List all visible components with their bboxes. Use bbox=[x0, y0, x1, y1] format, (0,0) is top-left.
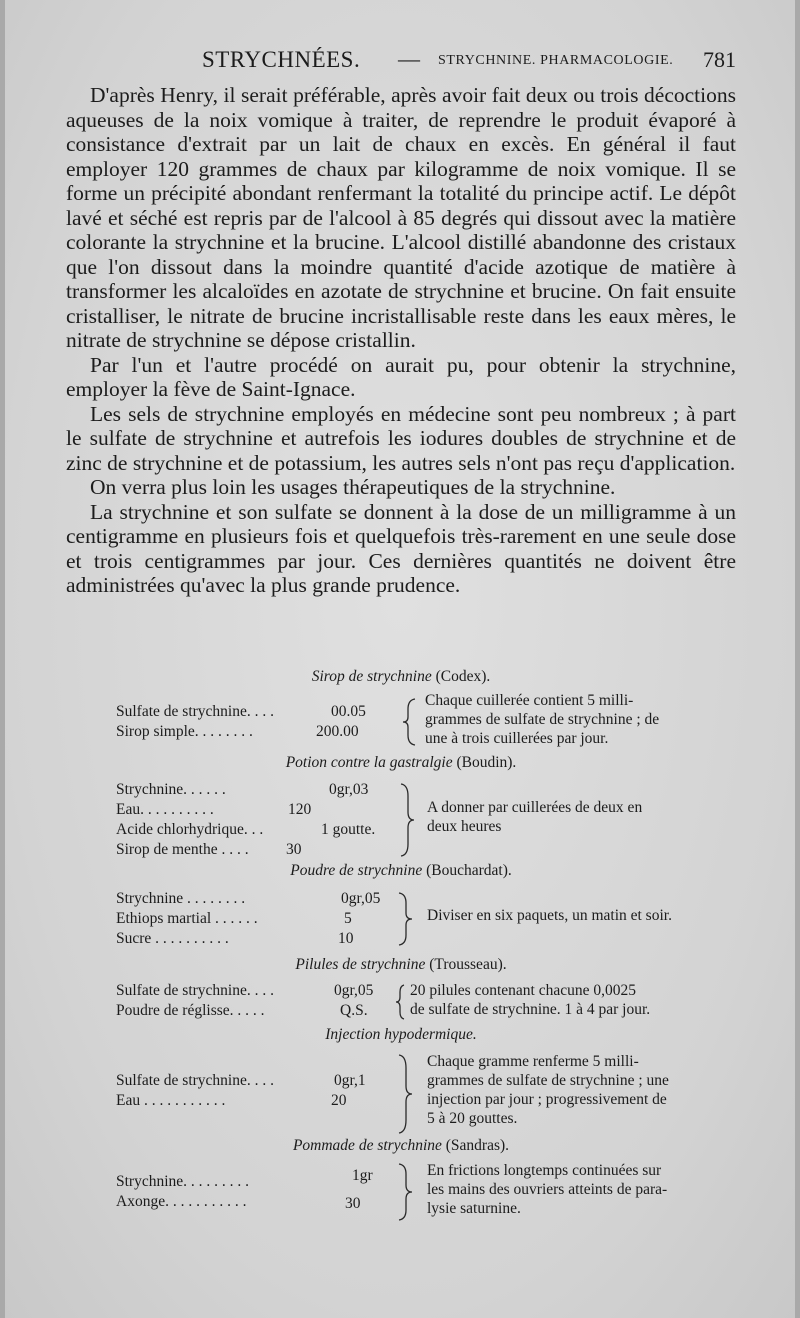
page-left-edge bbox=[0, 0, 5, 1318]
recipe-title-italic: Pommade de strychnine bbox=[292, 1137, 442, 1154]
recipe-source: (Trousseau). bbox=[429, 956, 507, 973]
paragraph: On verra plus loin les usages thérapeutiques de la strychnine. bbox=[90, 475, 616, 499]
paragraph: La strychnine et son sulfate se donnent à la dose de un milligramme à un centigramme en plusieurs fois et quelquefois très-rarement en une seule dose et trois centigrammes par jour. Ces dernières quantités ne doivent être administrées qu'avec la plus grande prudence. bbox=[66, 499, 736, 597]
paragraph: D'après Henry, il serait préférable, après avoir fait deux ou trois décoctions aqueuses de la noix vomique à traiter, de reprendre le produit évaporé à consistance d'extrait par un lait de chaux en excès. En général il faut employer 120 grammes de chaux par kilogramme de noix vomique. Il se forme un précipité abondant renfermant la totalité du principe actif. Le dépôt lavé et séché est repris par de l'alcool à 85 degrés qui dissout avec la matière colorante la strychnine et la brucine. L'alcool distillé abandonne des cristaux que l'on dissout dans la moindre quantité d'acide azotique de matière à transformer les alcaloïdes en azotate de strychnine et brucine. On fait ensuite cristalliser, le nitrate de brucine incristallisable reste dans les eaux mères, le nitrate de strychnine se dépose cristallin. bbox=[66, 83, 736, 352]
recipe-title-italic: Potion contre la gastralgie bbox=[285, 754, 453, 771]
recipe-source: (Codex). bbox=[435, 668, 491, 685]
ingredient-row: Sulfate de strychnine. . . . 0gr,1 bbox=[116, 1072, 366, 1089]
recipe-title-italic: Poudre de strychnine bbox=[290, 862, 423, 879]
recipe-note: Diviser en six paquets, un matin et soir. bbox=[427, 907, 672, 924]
ingredient-row: Ethiops martial . . . . . . 5 bbox=[116, 910, 352, 927]
brace bbox=[396, 891, 416, 947]
ingredient-row: Strychnine. . . . . . . . . 1gr bbox=[116, 1167, 373, 1190]
recipe-title bbox=[66, 956, 736, 974]
ingredient-row: Sulfate de strychnine. . . . 00.05 bbox=[116, 703, 366, 720]
recipe-note: Chaque cuillerée contient 5 milli- grammes de sulfate de strychnine ; de une à trois cuillerées par jour. bbox=[425, 692, 660, 747]
ingredient-row: Axonge. . . . . . . . . . . 30 bbox=[116, 1193, 361, 1212]
brace bbox=[398, 782, 418, 858]
brace bbox=[396, 1053, 416, 1135]
recipe-source: (Bouchardat). bbox=[426, 862, 512, 879]
paragraph: Par l'un et l'autre procédé on aurait pu, pour obtenir la strychnine, employer la fève de Saint-Ignace. bbox=[66, 352, 736, 401]
recipe-title bbox=[66, 668, 736, 686]
recipe-title bbox=[66, 1137, 736, 1155]
ingredient-list bbox=[116, 1167, 373, 1212]
ingredient-row: Acide chlorhydrique. . . 1 goutte. bbox=[116, 821, 376, 838]
header-subtitle: STRYCHNINE. PHARMACOLOGIE. bbox=[438, 53, 674, 68]
header-title: STRYCHNÉES. bbox=[202, 47, 361, 72]
ingredient-row: Poudre de réglisse. . . . . Q.S. bbox=[116, 1002, 368, 1019]
ingredient-row: Eau . . . . . . . . . . . 20 bbox=[116, 1092, 347, 1109]
ingredient-list bbox=[116, 1071, 366, 1111]
recipe-title-italic: Pilules de strychnine bbox=[295, 956, 426, 973]
ingredient-row: Sucre . . . . . . . . . . 10 bbox=[116, 930, 354, 947]
ingredient-list bbox=[116, 981, 374, 1021]
page-number: 781 bbox=[703, 47, 736, 72]
running-header bbox=[66, 45, 736, 79]
brace bbox=[394, 983, 410, 1021]
body-text bbox=[66, 83, 736, 598]
recipe-title-italic: Sirop de strychnine bbox=[311, 668, 432, 685]
recipe-title-italic: Injection hypodermique. bbox=[325, 1026, 477, 1043]
brace bbox=[400, 697, 420, 747]
recipe-title bbox=[66, 754, 736, 772]
header-dash: — bbox=[398, 46, 420, 71]
recipe-source: (Boudin). bbox=[456, 754, 517, 771]
recipe-note: Chaque gramme renferme 5 milli- grammes de sulfate de strychnine ; une injection par jour ; progressivement de 5 à 20 gouttes. bbox=[427, 1053, 669, 1127]
ingredient-list bbox=[116, 780, 376, 860]
ingredient-list bbox=[116, 889, 381, 949]
paragraph: Les sels de strychnine employés en médecine sont peu nombreux ; à part le sulfate de strychnine et autrefois les iodures doubles de strychnine et de zinc de strychnine et de potassium, les autres sels n'ont pas reçu d'application. bbox=[66, 401, 736, 475]
ingredient-row: Eau. . . . . . . . . . 120 bbox=[116, 801, 312, 818]
recipe-note: A donner par cuillerées de deux en deux heures bbox=[427, 799, 643, 835]
ingredient-row: Sirop de menthe . . . . 30 bbox=[116, 841, 302, 858]
recipe-source: (Sandras). bbox=[445, 1137, 510, 1154]
recipe-note: 20 pilules contenant chacune 0,0025 de sulfate de strychnine. 1 à 4 par jour. bbox=[410, 982, 651, 1018]
recipe-title bbox=[66, 1026, 736, 1044]
ingredient-row: Strychnine . . . . . . . . 0gr,05 bbox=[116, 890, 381, 907]
ingredient-row: Sirop simple. . . . . . . . 200.00 bbox=[116, 723, 359, 740]
recipe-note: En frictions longtemps continuées sur les mains des ouvriers atteints de para- lysie saturnine. bbox=[427, 1162, 668, 1217]
ingredient-row: Strychnine. . . . . . 0gr,03 bbox=[116, 781, 369, 798]
ingredient-list bbox=[116, 702, 366, 742]
recipe-title bbox=[66, 862, 736, 880]
page-right-edge bbox=[795, 0, 800, 1318]
brace bbox=[396, 1162, 416, 1222]
ingredient-row: Sulfate de strychnine. . . . 0gr,05 bbox=[116, 982, 374, 999]
